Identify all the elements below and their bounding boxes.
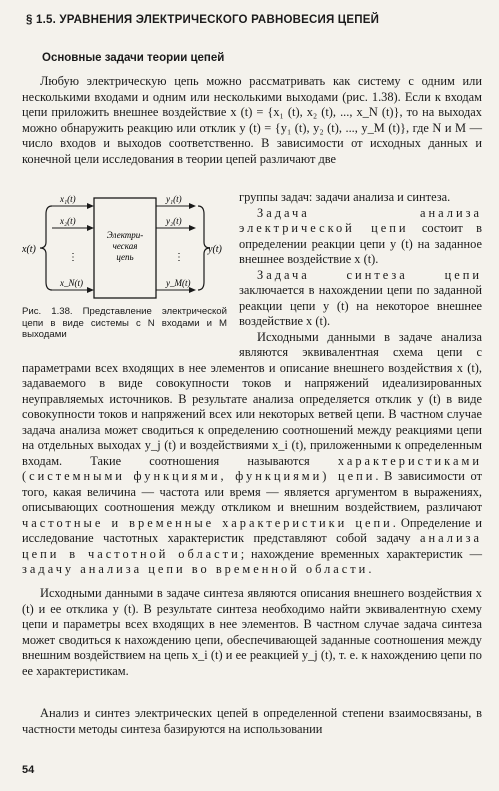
text-analysis-task: состоит в определении реакции цепи y (t) на заданное внешнее воздействие x (t). [239,221,482,266]
input-label-n: x_N(t) [60,278,83,288]
paragraph-synthesis-data: Исходными данными в задаче синтеза являются описания внешнего воздействия x (t) и ее отклика y (t). В результате синтеза необходимо найти эквивалентную схему цепи и параметры всех входящих в нее элементов. В частном случае задача синтеза может сводиться к нахождению цепи, обеспечивающей заданные соотношения между внешним воздействием на цепь x_i (t) и ее реакцией y_j (t), т. е. к нахождению цепи по ее характеристикам. [22,586,482,678]
input-label-1: x₁(t) [60,194,76,204]
term-synthesis-task: Задача синтеза цепи [257,267,482,282]
section-title: § 1.5. УРАВНЕНИЯ ЭЛЕКТРИЧЕСКОГО РАВНОВЕСИЯ ЦЕПЕЙ [26,14,380,26]
text-synthesis-task: заключается в нахождении цепи по заданной реакции цепи y (t) на некоторое внешнее воздействие x (t). [239,283,482,328]
term-analysis-task: Задача анализа электрической цепи [239,205,482,235]
system-diagram [22,190,227,305]
text-analysis-data-2: . В зависимости от того, какая величина — частота или время — является аргументом в выражениях, описывающих соотношения между откликом и внешним воздействием, различают [22,469,482,514]
block-label-1: Электри- [106,230,144,240]
text-task-groups: группы задач: задачи анализа и синтеза. [239,190,451,204]
output-label-2: y₂(t) [166,216,182,226]
figure-caption: Рис. 1.38. Представление электрической цепи в виде системы с N входами и M выходами [22,306,227,340]
block-label-3: цепь [116,252,134,262]
page-number: 54 [22,764,35,776]
block-label-2: ческая [112,241,138,251]
input-brace [40,206,52,290]
paragraph-analysis-data [22,330,482,578]
term-freq-time-characteristics: частотные и временные характеристики цепи [22,515,393,530]
term-time-domain: задачу анализа цепи во временной области [22,562,369,576]
input-label-2: x₂(t) [60,216,76,226]
figure-1-38 [22,190,227,350]
paragraph-interrelation: Анализ и синтез электрических цепей в определенной степени взаимосвязаны, в частности методы синтеза базируются на использовании [22,706,482,736]
output-ellipsis: ⋮ [174,252,184,263]
text-with-figure [22,190,482,578]
output-label-1: y₁(t) [166,194,182,204]
output-bundle-label: y(t) [208,244,222,255]
text-analysis-data-4: ; нахождение временных характеристик — [240,546,482,561]
term-characteristics: характеристиками (системными функциями, функциями) цепи [22,453,482,483]
input-arrow-1 [87,203,94,209]
input-bundle-label: x(t) [22,244,36,255]
input-ellipsis: ⋮ [68,252,78,263]
text-analysis-data-5: . [368,562,372,576]
text-analysis-data-3: . Определение и исследование частотных характеристик представляют собой задачу [22,515,482,545]
input-arrow-n [87,287,94,293]
output-label-m: y_M(t) [166,278,191,288]
paragraph-intro: Любую электрическую цепь можно рассматривать как систему с одним или несколькими входами и одним или несколькими выходами (рис. 1.38). Если к входам цепи приложить внешнее воздействие x (t) = {x₁ (t), x₂ (t), ..., x_N (t)}, то на выходах можно обнаружить реакцию или отклик y (t) = {y₁ (t), y₂ (t), ..., y_M (t)}, где N и M — число входов и выходов соответственно. В зависимости от исходных данных и конечной цели исследования в теории цепей различают две [22,74,482,166]
text-analysis-data-1: Исходными данными в задаче анализа являются эквивалентная схема цепи с параметрами всех входящих в нее элементов и описание внешнего воздействия x (t), задаваемого в виде совокупности токов и напряжений идеализированных неуправляемых источников. В результате анализа определяется отклик y (t) в виде совокупности токов и напряжений всех или некоторых ветвей цепи. В частном случае задача анализа может сводиться к определению соотношений между реакциями цепи на отдельных выходах y_j (t) и воздействиями x_i (t), приложенными к определенным входам. Такие соотношения называются [22,329,482,468]
term-frequency-domain: анализа цепи в частотной области [22,531,482,561]
subsection-title: Основные задачи теории цепей [42,52,225,64]
output-arrow-1 [189,203,196,209]
output-arrow-2 [189,225,196,231]
input-arrow-2 [87,225,94,231]
